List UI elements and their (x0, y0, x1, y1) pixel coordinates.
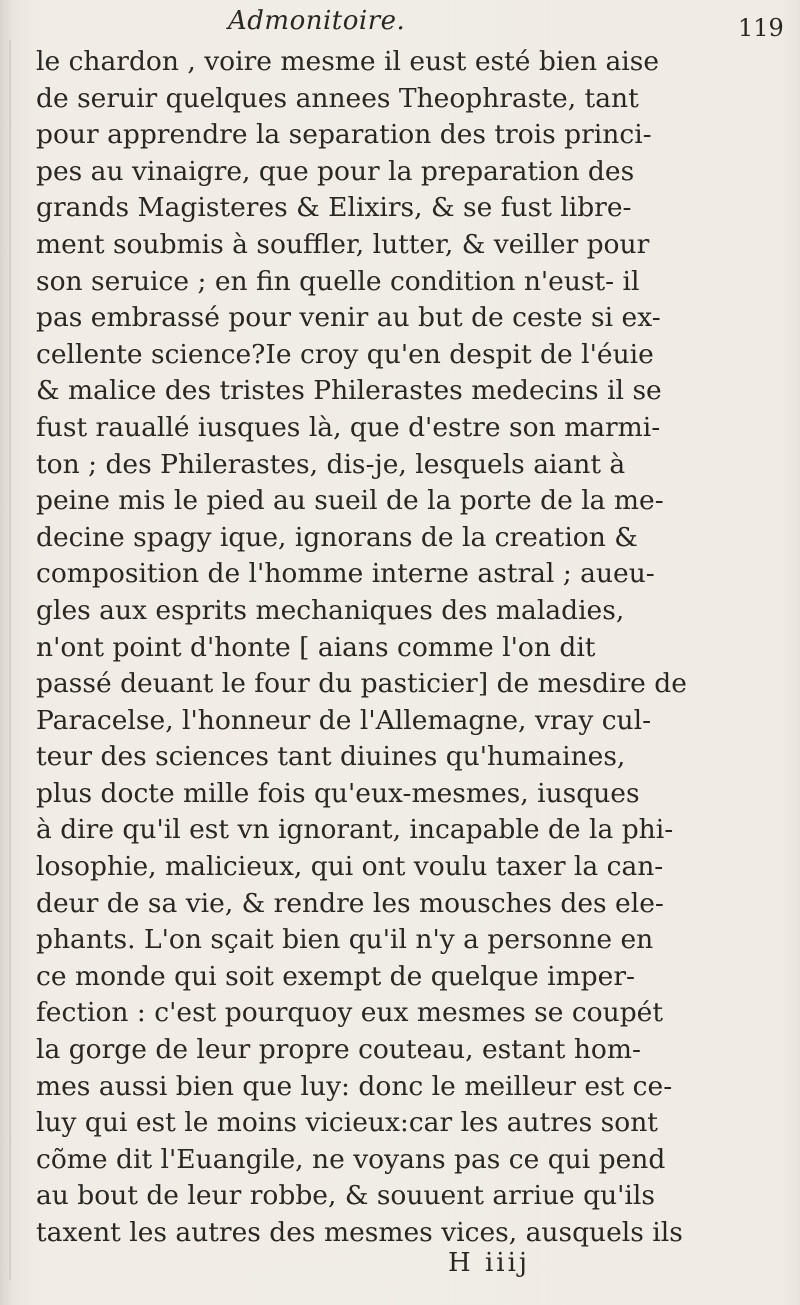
text-line: fust rauallé iusques là, que d'estre son marmi- (36, 411, 661, 443)
text-line: n'ont point d'honte [ aians comme l'on dit (36, 631, 596, 663)
text-line: pour apprendre la separation des trois princi- (36, 119, 652, 151)
text-line: pas embrassé pour venir au but de ceste si ex- (36, 302, 661, 334)
text-line: de seruir quelques annees Theophraste, tant (36, 82, 639, 114)
text-line: la gorge de leur propre couteau, estant hom- (36, 1034, 641, 1066)
text-line: pes au vinaigre, que pour la preparation des (36, 155, 635, 187)
body-text (36, 44, 788, 1252)
text-line: son seruice ; en fin quelle condition n'eust- il (36, 265, 640, 297)
text-line: teur des sciences tant diuines qu'humaines, (36, 741, 626, 773)
text-line: & malice des tristes Philerastes medecins il se (36, 375, 662, 407)
text-line: peine mis le pied au sueil de la porte de la me- (36, 485, 664, 517)
text-line: cõme dit l'Euangile, ne voyans pas ce qui pend (36, 1143, 666, 1175)
text-line: phants. L'on sçait bien qu'il n'y a personne en (36, 924, 654, 956)
text-line: deur de sa vie, & rendre les mousches des ele- (36, 887, 664, 919)
text-line: gles aux esprits mechaniques des maladies, (36, 594, 625, 626)
text-line: decine spagy ique, ignorans de la creation & (36, 521, 638, 553)
text-line: passé deuant le four du pasticier] de mesdire de (36, 668, 687, 700)
page-number: 119 (738, 14, 784, 42)
text-line: cellente science?Ie croy qu'en despit de l'éuie (36, 338, 654, 370)
text-line: Paracelse, l'honneur de l'Allemagne, vray cul- (36, 704, 652, 736)
text-line: ce monde qui soit exempt de quelque imper- (36, 960, 635, 992)
text-line: taxent les autres des mesmes vices, ausquels ils (36, 1217, 683, 1248)
text-line: losophie, malicieux, qui ont voulu taxer la can- (36, 851, 664, 883)
text-line: à dire qu'il est vn ignorant, incapable de la phi- (36, 814, 674, 846)
text-line: le chardon , voire mesme il eust esté bien aise (36, 46, 660, 77)
text-line: luy qui est le moins vicieux:car les autres sont (36, 1107, 658, 1139)
text-line: plus docte mille fois qu'eux-mesmes, iusques (36, 777, 640, 809)
text-line: ton ; des Philerastes, dis-je, lesquels aiant à (36, 448, 626, 480)
text-line: mes aussi bien que luy: donc le meilleur est ce- (36, 1070, 673, 1102)
text-line: ment soubmis à souffler, lutter, & veiller pour (36, 228, 650, 260)
page-header (0, 4, 800, 44)
text-line: grands Magisteres & Elixirs, & se fust libre- (36, 192, 632, 224)
text-line: au bout de leur robbe, & souuent arriue qu'ils (36, 1180, 655, 1212)
signature-mark: H iiij (448, 1248, 530, 1278)
text-line: composition de l'homme interne astral ; aueu- (36, 558, 655, 590)
binding-gutter (9, 40, 11, 1280)
text-line: fection : c'est pourquoy eux mesmes se coupét (36, 997, 663, 1029)
running-title: Admonitoire. (228, 6, 406, 36)
page-footer (0, 1248, 800, 1288)
